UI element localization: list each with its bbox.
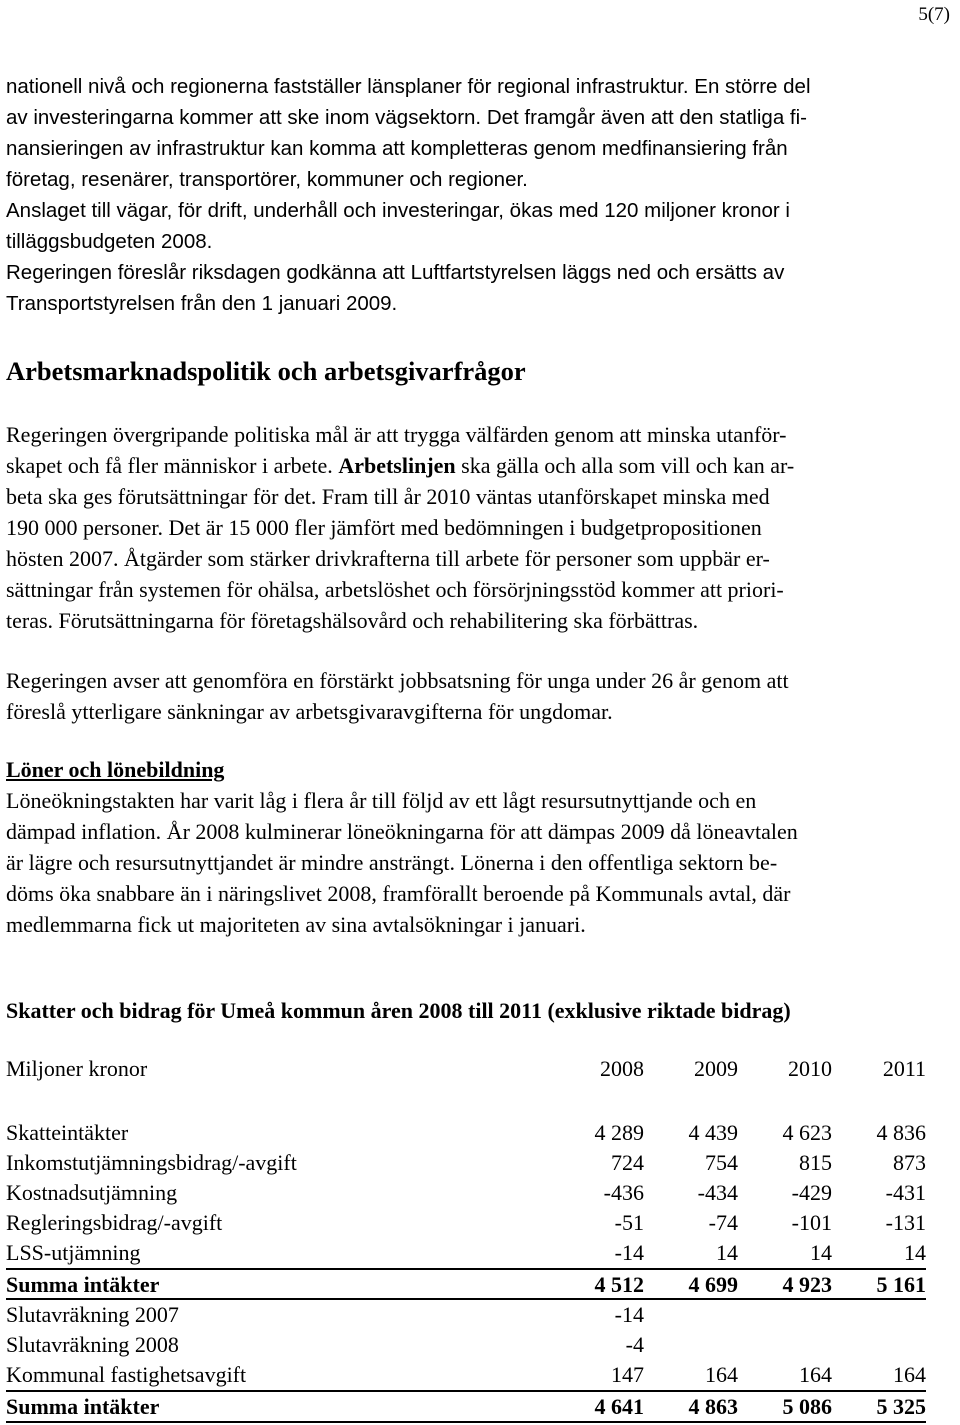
page-number: 5(7): [918, 4, 950, 25]
text-line: medlemmarna fick ut majoriteten av sina avtalsökningar i januari.: [6, 912, 586, 937]
table-cell: 4 836: [876, 1120, 926, 1145]
text-line: sättningar från systemen för ohälsa, arbetslöshet och försörjningsstöd kommer att priori-: [6, 577, 784, 602]
section-heading-arbetsmarknad: Arbetsmarknadspolitik och arbetsgivarfrågor: [6, 356, 526, 386]
table-row-total: [6, 1270, 926, 1300]
table-cell: 4 699: [688, 1272, 738, 1297]
table-title: Skatter och bidrag för Umeå kommun åren 2008 till 2011 (exklusive riktade bidrag): [6, 998, 791, 1023]
table-cell: 724: [611, 1150, 644, 1175]
table-cell: 4 623: [782, 1120, 832, 1145]
text-line: dämpad inflation. År 2008 kulminerar löneökningarna för att dämpas 2009 då löneavtalen: [6, 819, 798, 844]
section-heading-loner: Löner och lönebildning: [6, 757, 225, 782]
table-cell: 164: [799, 1362, 832, 1387]
table-cell: 4 512: [594, 1272, 644, 1297]
table-cell: 164: [705, 1362, 738, 1387]
text-line: företag, resenärer, transportörer, kommuner och regioner.: [6, 168, 528, 191]
table-row: [6, 1208, 926, 1238]
table-header-cell: Miljoner kronor: [6, 1056, 148, 1081]
text-line: tilläggsbudgeten 2008.: [6, 230, 213, 253]
table-cell: Inkomstutjämningsbidrag/-avgift: [6, 1150, 297, 1175]
table-row: [6, 1118, 926, 1148]
table-row: [6, 1178, 926, 1208]
table-row: [6, 1238, 926, 1268]
table-cell: -131: [885, 1210, 926, 1235]
text-line: 190 000 personer. Det är 15 000 fler jämfört med bedömningen i budgetpropositionen: [6, 515, 762, 540]
table-row: [6, 1360, 926, 1390]
table-cell: 147: [611, 1362, 644, 1387]
text-line: Regeringen föreslår riksdagen godkänna att Luftfartstyrelsen läggs ned och ersätts av: [6, 261, 785, 284]
arbetslinjen-term: Arbetslinjen: [338, 453, 456, 478]
table-cell: -429: [791, 1180, 832, 1205]
sum-divider: [6, 1421, 926, 1423]
table-cell: 5 161: [876, 1272, 926, 1297]
table-cell: Summa intäkter: [6, 1394, 160, 1419]
table-cell: 4 923: [782, 1272, 832, 1297]
table-cell: -74: [708, 1210, 738, 1235]
table-cell: 4 439: [688, 1120, 738, 1145]
table-cell: 5 325: [876, 1394, 926, 1419]
table-header-row: [6, 1054, 926, 1084]
table-cell: -434: [697, 1180, 738, 1205]
table-cell: -436: [603, 1180, 644, 1205]
table-cell: LSS-utjämning: [6, 1240, 141, 1265]
table-header-cell: 2011: [882, 1056, 926, 1081]
table-header-cell: 2009: [694, 1056, 738, 1081]
table-row: [6, 1148, 926, 1178]
table-cell: 5 086: [782, 1394, 832, 1419]
table-cell: -14: [614, 1302, 644, 1327]
table-cell: 4 863: [688, 1394, 738, 1419]
table-cell: Slutavräkning 2008: [6, 1332, 179, 1357]
text-line: Transportstyrelsen från den 1 januari 2009.: [6, 292, 398, 315]
text-line: döms öka snabbare än i näringslivet 2008, framförallt beroende på Kommunals avtal, där: [6, 881, 791, 906]
table-cell: -431: [885, 1180, 926, 1205]
table-cell: 14: [904, 1240, 926, 1265]
text-run: skapet och få fler människor i arbete.: [6, 453, 339, 478]
table-cell: Regleringsbidrag/-avgift: [6, 1210, 223, 1235]
table-header-cell: 2010: [788, 1056, 832, 1081]
text-line: [6, 451, 950, 482]
text-line: föreslå ytterligare sänkningar av arbetsgivaravgifterna för ungdomar.: [6, 699, 613, 724]
text-line: nationell nivå och regionerna fastställer länsplaner för regional infrastruktur. En större del: [6, 75, 811, 98]
text-line: beta ska ges förutsättningar för det. Fram till år 2010 väntas utanförskapet minska med: [6, 484, 770, 509]
table-cell: -101: [791, 1210, 832, 1235]
table-cell: 815: [799, 1150, 832, 1175]
text-line: hösten 2007. Åtgärder som stärker drivkrafterna till arbete för personer som uppbär er-: [6, 546, 770, 571]
table-cell: 14: [810, 1240, 832, 1265]
table-cell: 14: [716, 1240, 738, 1265]
table-row: [6, 1330, 926, 1360]
table-cell: Kommunal fastighetsavgift: [6, 1362, 247, 1387]
table-cell: 754: [705, 1150, 738, 1175]
table-cell: -14: [614, 1240, 644, 1265]
text-line: av investeringarna kommer att ske inom vägsektorn. Det framgår även att den statliga fi-: [6, 106, 808, 129]
table-cell: Kostnadsutjämning: [6, 1180, 178, 1205]
text-line: Löneökningstakten har varit låg i flera år till följd av ett lågt resursutnyttjande och en: [6, 788, 757, 813]
table-cell: 873: [893, 1150, 926, 1175]
text-line: Regeringen avser att genomföra en förstärkt jobbsatsning för unga under 26 år genom att: [6, 668, 789, 693]
text-line: Anslaget till vägar, för drift, underhåll och investeringar, ökas med 120 miljoner kronor i: [6, 199, 790, 222]
table-cell: 4 289: [594, 1120, 644, 1145]
table-cell: Skatteintäkter: [6, 1120, 129, 1145]
text-line: nansieringen av infrastruktur kan komma att kompletteras genom medfinansiering från: [6, 137, 788, 160]
text-line: Regeringen övergripande politiska mål är att trygga välfärden genom att minska utanför-: [6, 422, 787, 447]
table-cell: 4 641: [594, 1394, 644, 1419]
table-header-cell: 2008: [600, 1056, 644, 1081]
table-row: [6, 1300, 926, 1330]
table-cell: Summa intäkter: [6, 1272, 160, 1297]
table-cell: Slutavräkning 2007: [6, 1302, 179, 1327]
text-line: är lägre och resursutnyttjandet är mindre ansträngt. Lönerna i den offentliga sektorn be-: [6, 850, 778, 875]
table-cell: 164: [893, 1362, 926, 1387]
table-cell: -51: [614, 1210, 644, 1235]
text-run: ska gälla och alla som vill och kan ar-: [455, 453, 795, 478]
table-cell: -4: [625, 1332, 644, 1357]
table-row-total: [6, 1392, 926, 1422]
text-line: teras. Förutsättningarna för företagshälsovård och rehabilitering ska förbättras.: [6, 608, 699, 633]
